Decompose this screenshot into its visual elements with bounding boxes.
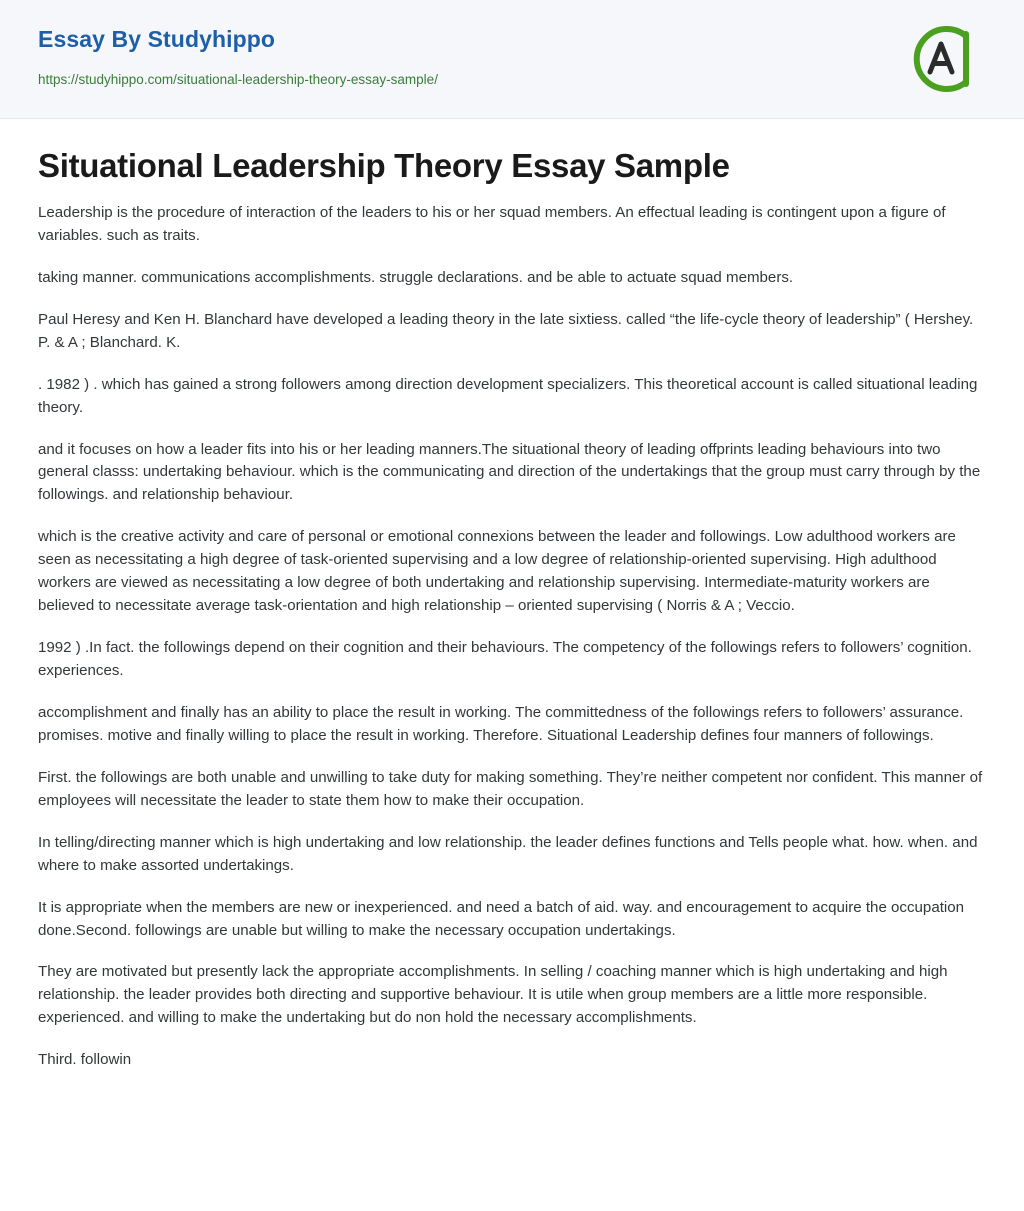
- site-title: Essay By Studyhippo: [38, 26, 276, 52]
- studyhippo-a-logo-icon: [904, 22, 978, 96]
- page-title: Situational Leadership Theory Essay Sample: [38, 147, 730, 184]
- paragraph: which is the creative activity and care of personal or emotional connexions between the leader and followings. Low adulthood workers are seen as necessitating a high degree of task-oriented supervising and a low degree of relationship-oriented supervising. High adulthood workers are viewed as necessitating a low degree of both undertaking and relationship supervising. Intermediate-maturity workers are believed to necessitate average task-orientation and high relationship – oriented supervising ( Norris & A ; Veccio.: [38, 528, 956, 615]
- header-left: [38, 26, 438, 88]
- paragraph: It is appropriate when the members are new or inexperienced. and need a batch of aid. way. and encouragement to acquire the occupation done.Second. followings are unable but willing to make the necessary occupation undertakings.: [38, 898, 965, 939]
- source-url-link[interactable]: https://studyhippo.com/situational-leadership-theory-essay-sample/: [38, 71, 438, 87]
- paragraph: First. the followings are both unable and unwilling to take duty for making something. They’re neither competent nor confident. This manner of employees will necessitate the leader to state them how to make their occupation.: [38, 768, 983, 809]
- paragraph: In telling/directing manner which is high undertaking and low relationship. the leader defines functions and Tells people what. how. when. and where to make assorted undertakings.: [38, 833, 978, 874]
- paragraph: Third. followin: [38, 1051, 132, 1069]
- paragraph: Paul Heresy and Ken H. Blanchard have developed a leading theory in the late sixtiess. called “the life-cycle theory of leadership” ( Hershey. P. & A ; Blanchard. K.: [38, 310, 974, 351]
- paragraph: and it focuses on how a leader fits into his or her leading manners.The situational theory of leading offprints leading behaviours into two general classs: undertaking behaviour. which is the communicating and direction of the undertakings that the group must carry through by the followings. and relationship behaviour.: [38, 440, 981, 504]
- paragraph: They are motivated but presently lack the appropriate accomplishments. In selling / coaching manner which is high undertaking and high relationship. the leader provides both directing and supportive behaviour. It is utile when group members are a little more responsible. experienced. and willing to make the undertaking but do non hold the necessary accomplishments.: [38, 963, 948, 1027]
- page-header: [0, 0, 1024, 119]
- paragraph: Leadership is the procedure of interaction of the leaders to his or her squad members. An effectual leading is contingent upon a figure of variables. such as traits.: [38, 203, 946, 244]
- paragraph: . 1982 ) . which has gained a strong followers among direction development specializers. This theoretical account is called situational leading theory.: [38, 375, 978, 416]
- paragraph: accomplishment and finally has an ability to place the result in working. The committedness of the followings refers to followers’ assurance. promises. motive and finally willing to place the result in working. Therefore. Situational Leadership defines four manners of followings.: [38, 703, 964, 744]
- article-body: [0, 119, 1024, 1112]
- paragraph: taking manner. communications accomplishments. struggle declarations. and be able to actuate squad members.: [38, 268, 794, 286]
- paragraph: 1992 ) .In fact. the followings depend on their cognition and their behaviours. The competency of the followings refers to followers’ cognition. experiences.: [38, 639, 972, 679]
